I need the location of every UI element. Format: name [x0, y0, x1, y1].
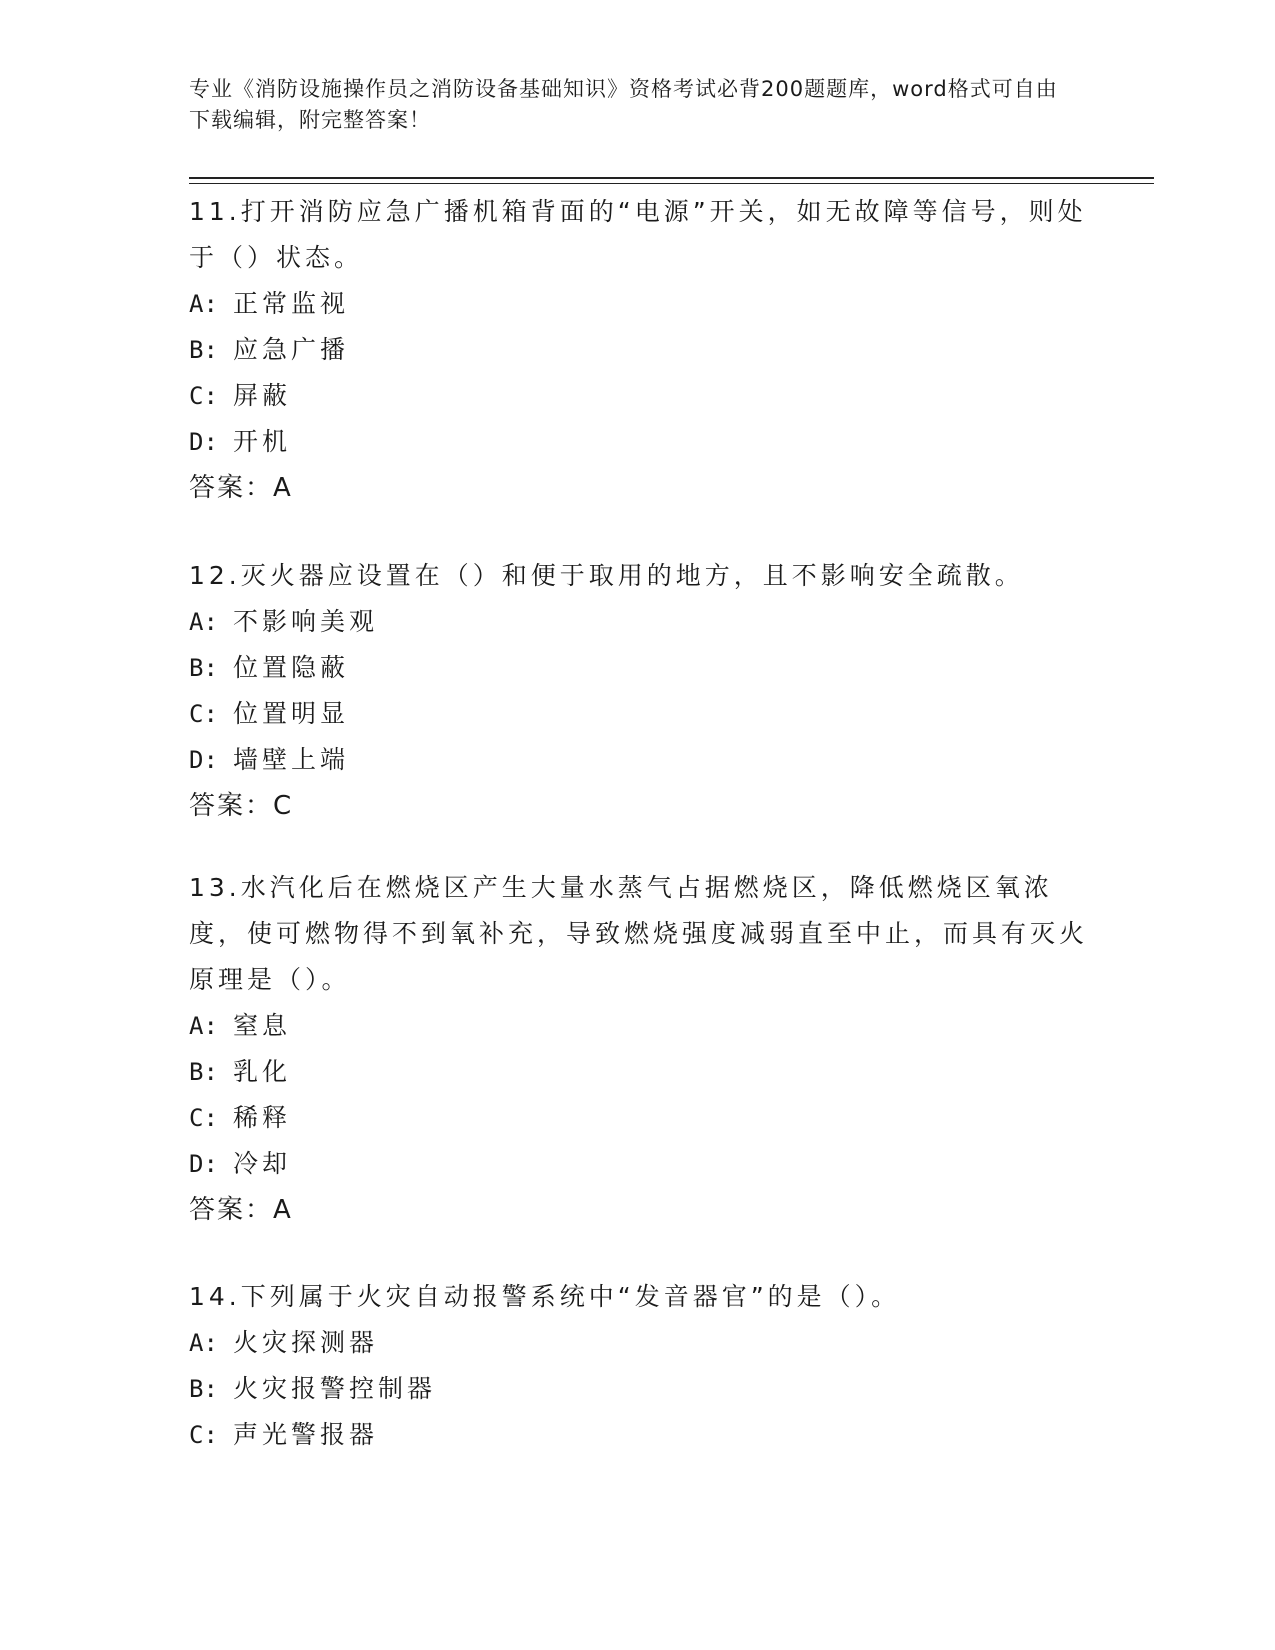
option-text: 墙壁上端 — [233, 745, 350, 774]
option-letter: B: — [189, 654, 218, 682]
question-13 — [189, 865, 1089, 1233]
question-stem: 12.灭火器应设置在（）和便于取用的地方，且不影响安全疏散。 — [189, 561, 1024, 590]
option-text: 冷却 — [233, 1149, 292, 1178]
option-text: 火灾探测器 — [233, 1328, 379, 1357]
option-text: 开机 — [233, 427, 292, 456]
option-c — [189, 1412, 1089, 1458]
header-divider — [189, 177, 1154, 179]
option-letter: A: — [189, 1012, 218, 1040]
option-text: 火灾报警控制器 — [233, 1374, 437, 1403]
answer: 答案：C — [189, 791, 294, 821]
option-b — [189, 327, 1089, 373]
question-stem: 11.打开消防应急广播机箱背面的“电源”开关，如无故障等信号，则处于（）状态。 — [189, 197, 1087, 272]
option-letter: B: — [189, 1375, 218, 1403]
question-stem: 14.下列属于火灾自动报警系统中“发音器官”的是（）。 — [189, 1282, 901, 1311]
option-text: 声光警报器 — [233, 1420, 379, 1449]
option-letter: D: — [189, 428, 218, 456]
option-text: 乳化 — [233, 1057, 292, 1086]
option-text: 窒息 — [233, 1011, 292, 1040]
document-header: 专业《消防设施操作员之消防设备基础知识》资格考试必背200题题库，word格式可自由下载编辑，附完整答案！ — [189, 77, 1058, 132]
answer: 答案：A — [189, 473, 293, 503]
answer: 答案：A — [189, 1195, 293, 1225]
option-b — [189, 1049, 1089, 1095]
option-d — [189, 419, 1089, 465]
option-d — [189, 737, 1089, 783]
option-letter: C: — [189, 700, 218, 728]
option-letter: A: — [189, 290, 218, 318]
option-text: 正常监视 — [233, 289, 350, 318]
option-letter: A: — [189, 1329, 218, 1357]
option-c — [189, 1095, 1089, 1141]
option-b — [189, 645, 1089, 691]
question-stem: 13.水汽化后在燃烧区产生大量水蒸气占据燃烧区，降低燃烧区氧浓度，使可燃物得不到氧补充，导致燃烧强度减弱直至中止，而具有灭火原理是（）。 — [189, 873, 1089, 994]
option-c — [189, 691, 1089, 737]
option-letter: D: — [189, 1150, 218, 1178]
option-text: 屏蔽 — [233, 381, 292, 410]
question-12 — [189, 553, 1089, 829]
question-11 — [189, 189, 1089, 511]
header-divider-thin — [189, 183, 1154, 184]
option-text: 位置明显 — [233, 699, 350, 728]
option-letter: B: — [189, 336, 218, 364]
option-letter: A: — [189, 608, 218, 636]
option-letter: D: — [189, 746, 218, 774]
option-text: 不影响美观 — [233, 607, 379, 636]
option-b — [189, 1366, 1089, 1412]
option-text: 应急广播 — [233, 335, 350, 364]
option-a — [189, 599, 1089, 645]
option-a — [189, 1320, 1089, 1366]
option-letter: C: — [189, 1104, 218, 1132]
option-letter: B: — [189, 1058, 218, 1086]
option-a — [189, 1003, 1089, 1049]
option-d — [189, 1141, 1089, 1187]
option-text: 稀释 — [233, 1103, 292, 1132]
question-14 — [189, 1274, 1089, 1458]
option-a — [189, 281, 1089, 327]
option-text: 位置隐蔽 — [233, 653, 350, 682]
option-c — [189, 373, 1089, 419]
option-letter: C: — [189, 382, 218, 410]
option-letter: C: — [189, 1421, 218, 1449]
